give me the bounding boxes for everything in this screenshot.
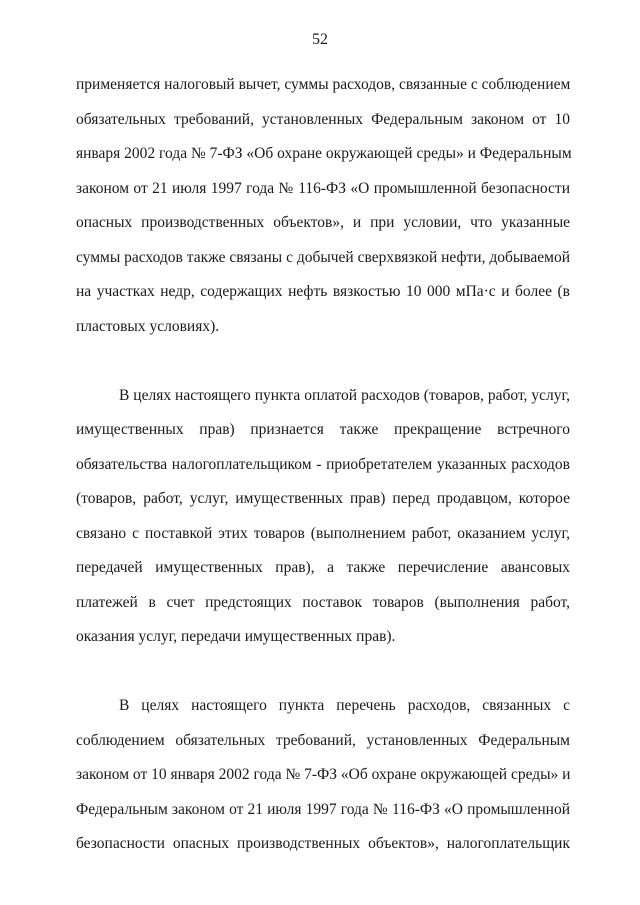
text-line: В целях настоящего пункта перечень расходов, связанных с — [119, 697, 570, 714]
text-line: безопасности опасных производственных объектов», налогоплательщик — [76, 835, 570, 852]
text-line: платежей в счет предстоящих поставок товаров (выполнения работ, — [76, 593, 570, 611]
paragraph-3 — [76, 689, 570, 862]
text-line: Федеральным законом от 21 июля 1997 года № 116-ФЗ «О промышленной — [76, 800, 570, 818]
text-line: опасных производственных объектов», и при условии, что указанные — [76, 214, 570, 231]
text-line: передачей имущественных прав), а также перечисление авансовых — [76, 559, 570, 576]
text-line: соблюдением обязательных требований, установленных Федеральным — [76, 731, 570, 749]
text-line: оказания услуг, передачи имущественных прав). — [76, 628, 396, 645]
text-line: связано с поставкой этих товаров (выполнением работ, оказанием услуг, — [76, 524, 570, 542]
text-line: (товаров, работ, услуг, имущественных прав) перед продавцом, которое — [76, 490, 570, 507]
text-line: обязательства налогоплательщиком - приобретателем указанных расходов — [76, 455, 570, 473]
text-line: на участках недр, содержащих нефть вязкостью 10 000 мПа·с и более (в — [76, 283, 570, 300]
page-number: 52 — [312, 31, 328, 48]
text-line: В целях настоящего пункта оплатой расходов (товаров, работ, услуг, — [119, 386, 570, 404]
document-body — [76, 68, 570, 862]
paragraph-gap — [76, 655, 570, 690]
text-line: применяется налоговый вычет, суммы расходов, связанные с соблюдением — [76, 76, 571, 93]
paragraph-2 — [76, 379, 570, 655]
text-line: января 2002 года № 7-ФЗ «Об охране окружающей среды» и Федеральным — [76, 145, 572, 162]
text-line: законом от 21 июля 1997 года № 116-ФЗ «О промышленной безопасности — [76, 179, 570, 197]
paragraph-1 — [76, 68, 570, 344]
text-line: суммы расходов также связаны с добычей сверхвязкой нефти, добываемой — [76, 248, 571, 266]
text-line: обязательных требований, установленных Федеральным законом от 10 — [76, 110, 570, 128]
text-line: законом от 10 января 2002 года № 7-ФЗ «Об охране окружающей среды» и — [76, 766, 571, 783]
text-line: пластовых условиях). — [76, 317, 220, 335]
text-line: имущественных прав) признается также прекращение встречного — [76, 421, 570, 438]
paragraph-gap — [76, 344, 570, 379]
